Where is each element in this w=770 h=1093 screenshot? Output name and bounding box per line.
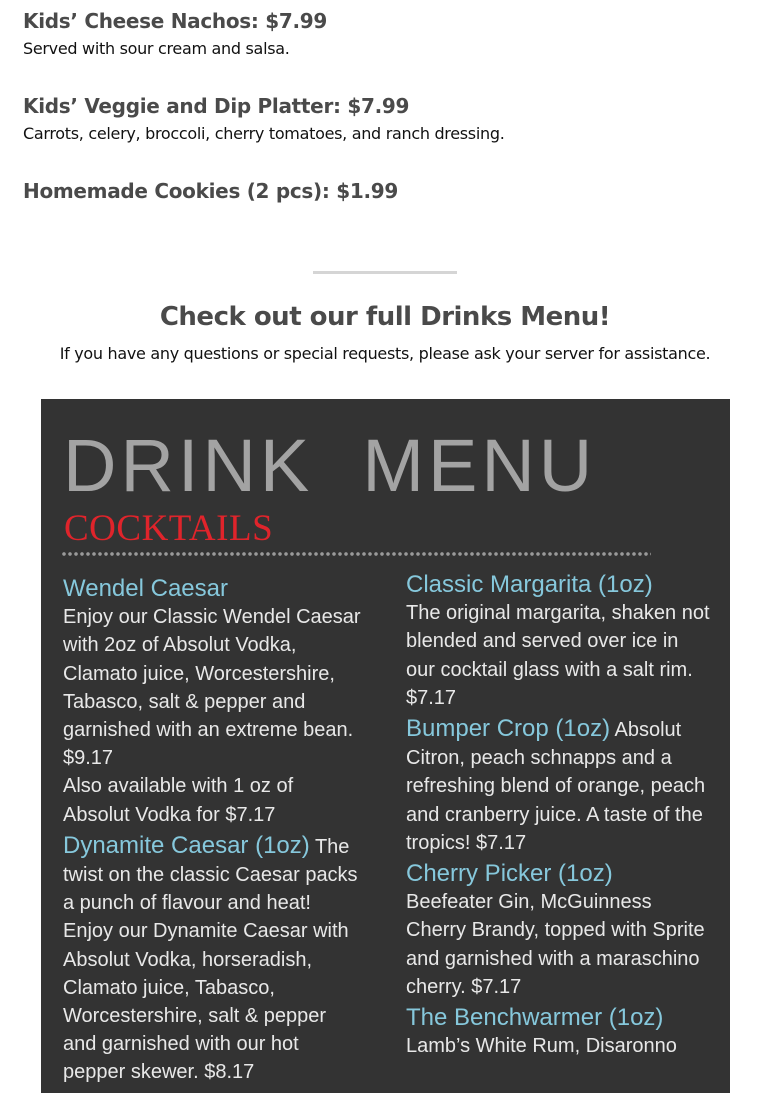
drink-price: $7.17 bbox=[406, 686, 457, 709]
drink-name-classic-margarita: Classic Margarita (1oz) bbox=[406, 571, 653, 598]
drink-name-bumper-crop: Bumper Crop (1oz) bbox=[406, 715, 611, 743]
drink-description-line: twist on the classic Caesar packs bbox=[63, 864, 358, 887]
drink-description-line: Citron, peach schnapps and a bbox=[406, 747, 672, 770]
item-title: Homemade Cookies (2 pcs): $1.99 bbox=[23, 179, 398, 203]
drinks-column-left bbox=[63, 575, 361, 1087]
drink-description-line: and cranberry juice. A taste of the bbox=[406, 803, 703, 826]
item-title: Kids’ Veggie and Dip Platter: $7.99 bbox=[23, 94, 410, 118]
drink-description-lead: Absolut bbox=[610, 719, 682, 742]
drink-description-line: Beefeater Gin, McGuinness bbox=[406, 891, 652, 914]
drink-description-line: Worcestershire, salt & pepper bbox=[63, 1005, 327, 1028]
drink-heading-line bbox=[63, 832, 361, 861]
drink-description-line: Tabasco, salt & pepper and bbox=[63, 690, 306, 713]
section-divider bbox=[313, 271, 457, 274]
dotted-rule bbox=[61, 551, 651, 557]
drink-description-line: and garnished with our hot bbox=[63, 1033, 299, 1056]
drink-description-line: tropics! $7.17 bbox=[406, 831, 527, 854]
drink-description-line: Enjoy our Classic Wendel Caesar bbox=[63, 606, 361, 629]
item-title: Kids’ Cheese Nachos: $7.99 bbox=[23, 9, 328, 33]
drink-description-line: garnished with an extreme bean. bbox=[63, 719, 354, 742]
drink-name-cherry-picker: Cherry Picker (1oz) bbox=[406, 860, 613, 888]
drink-name-the-benchwarmer: The Benchwarmer (1oz) bbox=[406, 1004, 664, 1032]
item-description: Carrots, celery, broccoli, cherry tomatoes, and ranch dressing. bbox=[23, 124, 505, 143]
drink-description-line: Clamato juice, Tabasco, bbox=[63, 976, 275, 999]
drink-description-line: our cocktail glass with a salt rim. bbox=[406, 658, 693, 681]
drink-description-line: refreshing blend of orange, peach bbox=[406, 775, 706, 798]
drink-description-line: Lamb’s White Rum, Disaronno bbox=[406, 1035, 677, 1058]
drink-heading-line bbox=[406, 715, 710, 744]
drinks-menu-subtext: If you have any questions or special requests, please ask your server for assistance. bbox=[59, 344, 711, 363]
item-description: Served with sour cream and salsa. bbox=[23, 39, 290, 58]
drink-description-line: blended and served over ice in bbox=[406, 630, 679, 653]
drink-description-line: The original margarita, shaken not bbox=[406, 602, 710, 625]
drink-description-line: with 2oz of Absolut Vodka, bbox=[63, 634, 297, 657]
drinks-menu-heading: Check out our full Drinks Menu! bbox=[159, 302, 611, 332]
drink-description-line: Absolut Vodka, horseradish, bbox=[63, 948, 313, 971]
drink-description-line: Enjoy our Dynamite Caesar with bbox=[63, 920, 349, 943]
drink-description-line: Clamato juice, Worcestershire, bbox=[63, 662, 335, 685]
menu-item-kids-veggie-platter bbox=[23, 94, 504, 143]
cocktails-heading: COCKTAILS bbox=[64, 508, 274, 549]
drink-description-line: cherry. $7.17 bbox=[406, 975, 522, 998]
drink-description-line: Absolut Vodka for $7.17 bbox=[63, 803, 276, 826]
drink-description-line: Cherry Brandy, topped with Sprite bbox=[406, 919, 705, 942]
drink-description-line: and garnished with a maraschino bbox=[406, 947, 700, 970]
drink-menu-title: DRINK MENU bbox=[63, 424, 597, 507]
menu-item-kids-cheese-nachos bbox=[23, 9, 327, 58]
drinks-column-right bbox=[406, 571, 710, 1060]
drink-description-line: a punch of flavour and heat! bbox=[63, 892, 311, 915]
drink-name-dynamite-caesar: Dynamite Caesar (1oz) bbox=[63, 831, 310, 859]
drink-name-wendel-caesar: Wendel Caesar bbox=[63, 575, 228, 602]
drink-description-line: pepper skewer. $8.17 bbox=[63, 1061, 255, 1084]
drink-menu-image bbox=[41, 399, 730, 1093]
drink-description-line: Also available with 1 oz of bbox=[63, 775, 294, 798]
menu-item-homemade-cookies bbox=[23, 179, 398, 203]
drink-price: $9.17 bbox=[63, 747, 114, 770]
drink-description-lead: The bbox=[309, 835, 350, 858]
